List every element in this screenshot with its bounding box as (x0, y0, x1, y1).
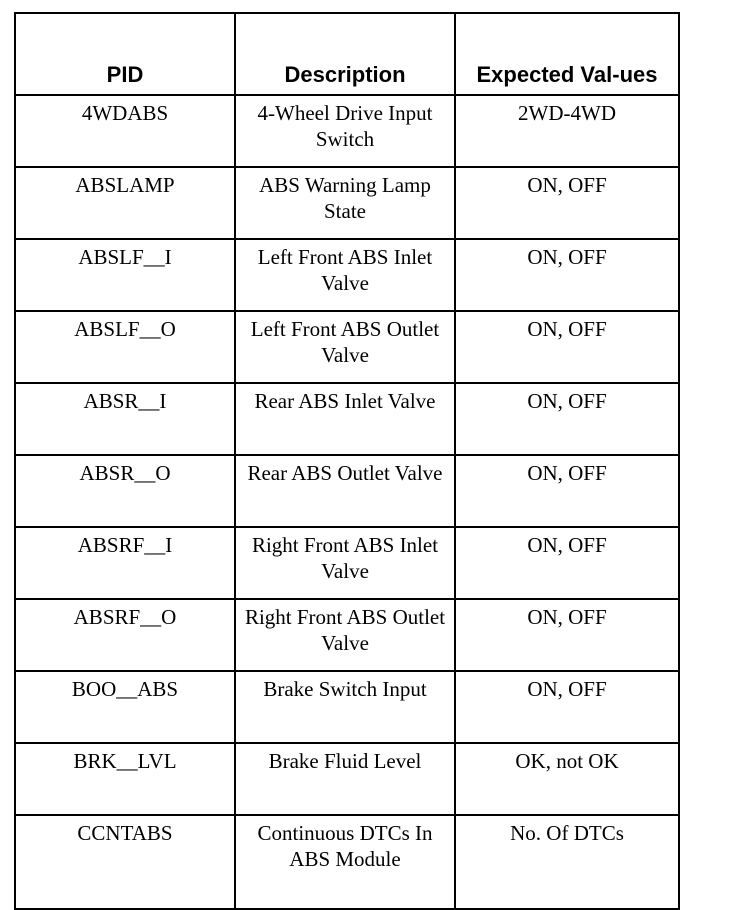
cell-description: ABS Warning Lamp State (235, 167, 455, 239)
table-row (15, 815, 679, 909)
cell-description: Right Front ABS Outlet Valve (235, 599, 455, 671)
pid-table (14, 12, 680, 910)
cell-description: Brake Switch Input (235, 671, 455, 743)
cell-pid: ABSR__I (15, 383, 235, 455)
cell-expected: 2WD-4WD (455, 95, 679, 167)
cell-expected: ON, OFF (455, 527, 679, 599)
table-row (15, 311, 679, 383)
cell-expected: ON, OFF (455, 311, 679, 383)
cell-pid: ABSR__O (15, 455, 235, 527)
cell-expected: ON, OFF (455, 383, 679, 455)
table-row (15, 455, 679, 527)
cell-pid: ABSLAMP (15, 167, 235, 239)
cell-pid: CCNTABS (15, 815, 235, 909)
cell-pid: BRK__LVL (15, 743, 235, 815)
cell-expected: ON, OFF (455, 239, 679, 311)
cell-expected: ON, OFF (455, 671, 679, 743)
cell-description: Rear ABS Outlet Valve (235, 455, 455, 527)
cell-expected: OK, not OK (455, 743, 679, 815)
cell-description: Brake Fluid Level (235, 743, 455, 815)
cell-description: Left Front ABS Inlet Valve (235, 239, 455, 311)
cell-description: 4-Wheel Drive Input Switch (235, 95, 455, 167)
cell-expected: ON, OFF (455, 455, 679, 527)
table-row (15, 167, 679, 239)
cell-pid: ABSLF__I (15, 239, 235, 311)
cell-description: Rear ABS Inlet Valve (235, 383, 455, 455)
cell-description: Continuous DTCs In ABS Module (235, 815, 455, 909)
table-row (15, 239, 679, 311)
header-pid: PID (15, 13, 235, 95)
cell-pid: 4WDABS (15, 95, 235, 167)
header-row (15, 13, 679, 95)
cell-description: Left Front ABS Outlet Valve (235, 311, 455, 383)
cell-expected: ON, OFF (455, 599, 679, 671)
table-row (15, 527, 679, 599)
cell-expected: No. Of DTCs (455, 815, 679, 909)
header-description: Description (235, 13, 455, 95)
table-row (15, 95, 679, 167)
cell-pid: ABSRF__I (15, 527, 235, 599)
table-row (15, 671, 679, 743)
cell-pid: BOO__ABS (15, 671, 235, 743)
table-row (15, 599, 679, 671)
table-row (15, 383, 679, 455)
table-row (15, 743, 679, 815)
cell-expected: ON, OFF (455, 167, 679, 239)
header-expected-values: Expected Val-ues (455, 13, 679, 95)
cell-pid: ABSRF__O (15, 599, 235, 671)
cell-pid: ABSLF__O (15, 311, 235, 383)
cell-description: Right Front ABS Inlet Valve (235, 527, 455, 599)
